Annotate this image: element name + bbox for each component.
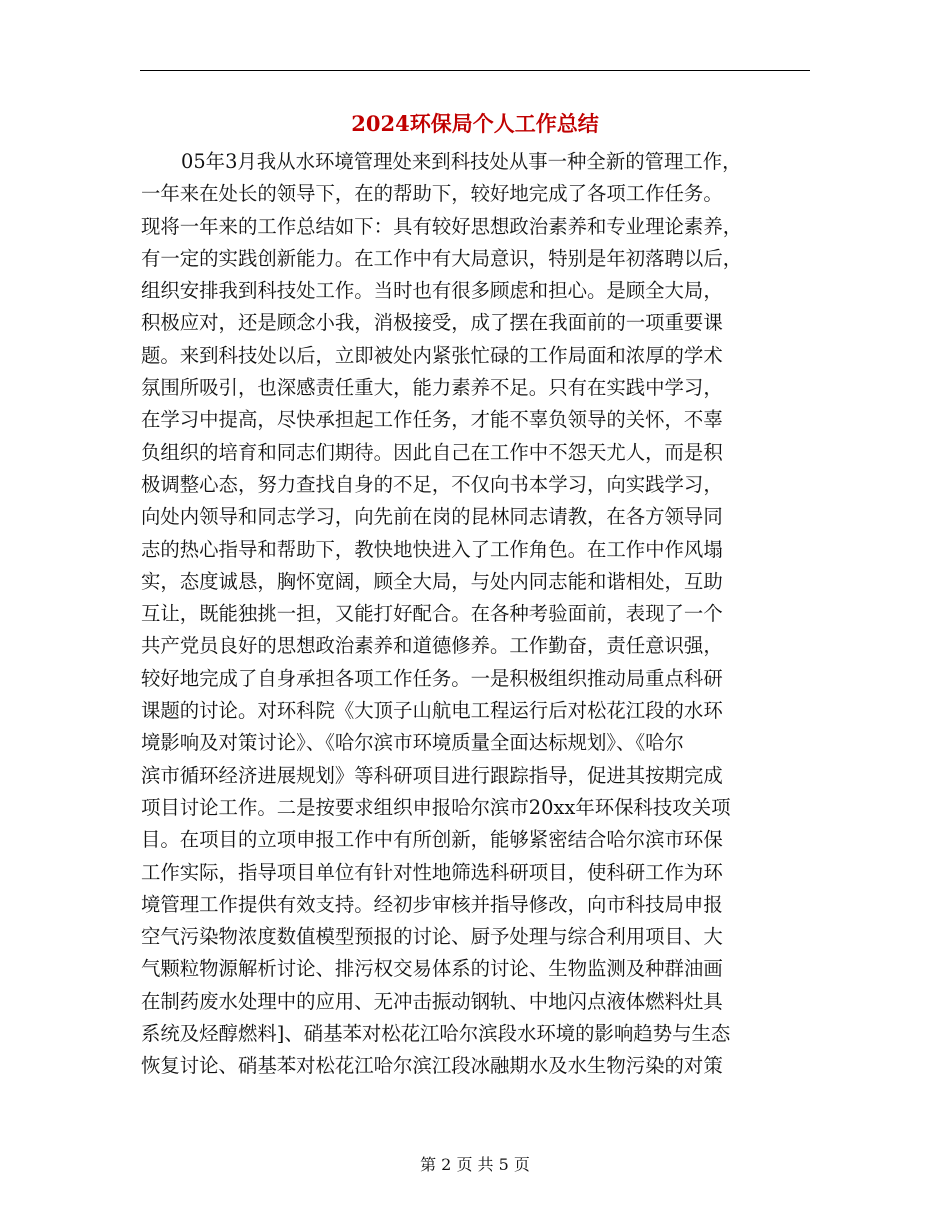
text-line: 互让，既能独挑一担，又能打好配合。在各种考验面前，表现了一个 — [141, 602, 723, 626]
text-line: 05年3月我从水环境管理处来到科技处从事一种全新的管理工作， — [181, 150, 742, 173]
page-number-footer: 第 2 页 共 5 页 — [420, 1155, 530, 1174]
text-line: 在制药废水处理中的应用、无冲击振动钢轨、中地闪点液体燃料灶具 — [141, 989, 723, 1013]
text-line: 实，态度诚恳，胸怀宽阔，顾全大局，与处内同志能和谐相处，互助 — [141, 569, 723, 593]
text-line: 向处内领导和同志学习，向先前在岗的昆林同志请教，在各方领导同 — [141, 505, 723, 529]
text-line: 境影响及对策讨论》、《哈尔滨市环境质量全面达标规划》、《哈尔 — [141, 731, 684, 755]
text-line: 境管理工作提供有效支持。经初步审核并指导修改，向市科技局申报 — [141, 892, 723, 916]
header-rule — [140, 70, 810, 71]
text-line: 系统及烃醇燃料]、硝基苯对松花江哈尔滨段水环境的影响趋势与生态 — [141, 1022, 731, 1046]
text-line: 空气污染物浓度数值模型预报的讨论、厨予处理与综合利用项目、大 — [141, 925, 723, 949]
text-line: 负组织的培育和同志们期待。因此自己在工作中不怨天尤人，而是积 — [141, 440, 723, 464]
text-line: 氛围所吸引，也深感责任重大，能力素养不足。只有在实践中学习， — [141, 376, 723, 400]
text-line: 一年来在处长的领导下，在的帮助下，较好地完成了各项工作任务。 — [141, 182, 723, 206]
text-line: 积极应对，还是顾念小我，消极接受，成了摆在我面前的一项重要课 — [141, 311, 723, 335]
text-line: 较好地完成了自身承担各项工作任务。一是积极组织推动局重点科研 — [141, 666, 723, 690]
text-line: 项目讨论工作。二是按要求组织申报哈尔滨市20xx年环保科技攻关项 — [141, 795, 731, 819]
text-line: 在学习中提高，尽快承担起工作任务，才能不辜负领导的关怀，不辜 — [141, 408, 723, 432]
text-line: 组织安排我到科技处工作。当时也有很多顾虑和担心。是顾全大局， — [141, 279, 723, 303]
text-line: 课题的讨论。对环科院《大顶子山航电工程运行后对松花江段的水环 — [141, 699, 723, 723]
text-line: 有一定的实践创新能力。在工作中有大局意识，特别是年初落聘以后， — [141, 246, 743, 270]
text-line: 志的热心指导和帮助下，教快地快进入了工作角色。在工作中作风塌 — [141, 537, 723, 561]
document-title: 2024环保局个人工作总结 — [351, 111, 599, 136]
text-line: 题。来到科技处以后，立即被处内紧张忙碌的工作局面和浓厚的学术 — [141, 343, 723, 367]
text-line: 现将一年来的工作总结如下：具有较好思想政治素养和专业理论素养， — [141, 214, 743, 238]
text-line: 工作实际，指导项目单位有针对性地筛选科研项目，使科研工作为环 — [141, 860, 723, 884]
text-line: 滨市循环经济进展规划》等科研项目进行跟踪指导，促进其按期完成 — [141, 763, 723, 787]
text-line: 恢复讨论、硝基苯对松花江哈尔滨江段冰融期水及水生物污染的对策 — [141, 1054, 723, 1078]
text-line: 共产党员良好的思想政治素养和道德修养。工作勤奋，责任意识强， — [141, 634, 723, 658]
text-line: 极调整心态，努力查找自身的不足，不仅向书本学习，向实践学习， — [141, 472, 723, 496]
text-line: 目。在项目的立项申报工作中有所创新，能够紧密结合哈尔滨市环保 — [141, 828, 723, 852]
text-line: 气颗粒物源解析讨论、排污权交易体系的讨论、生物监测及种群油画 — [141, 957, 723, 981]
body-text — [141, 146, 813, 1083]
